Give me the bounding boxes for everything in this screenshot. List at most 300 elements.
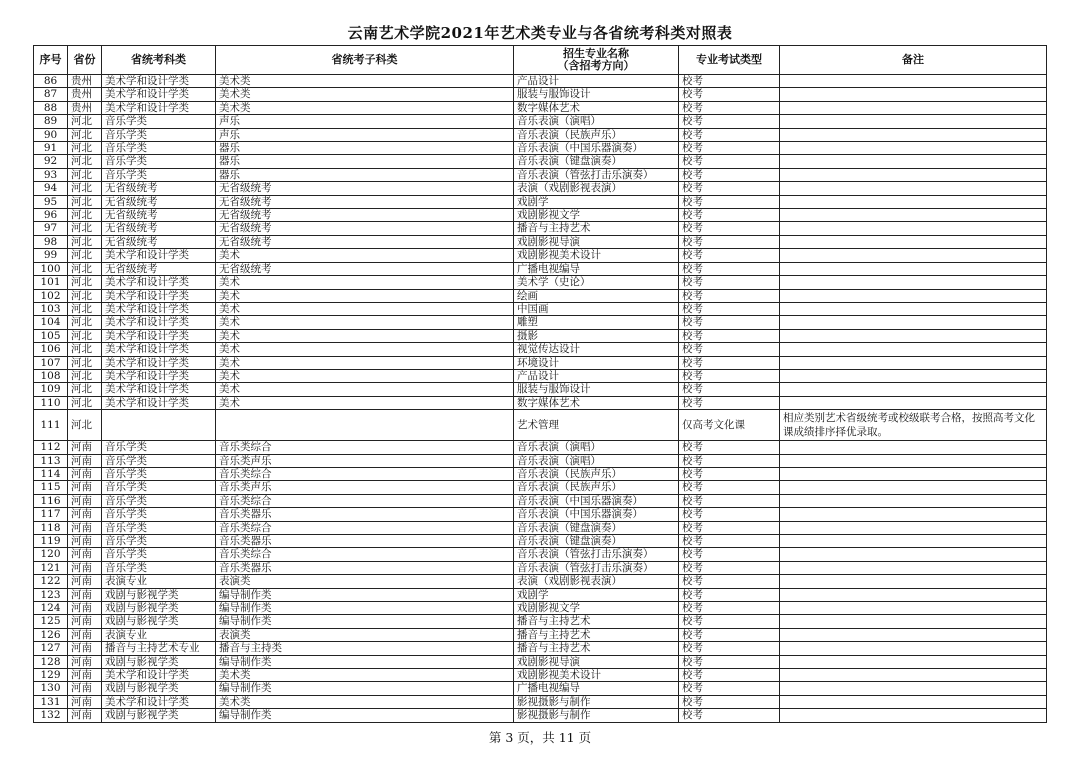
table-row (34, 508, 1047, 521)
row-index: 90 (34, 128, 68, 141)
table-row (34, 628, 1047, 641)
row-index: 111 (34, 410, 68, 441)
row-province: 河北 (68, 329, 102, 342)
row-exam-subcategory: 编导制作类 (216, 709, 514, 722)
row-major: 戏剧影视美术设计 (514, 669, 679, 682)
row-exam-subcategory: 音乐类综合 (216, 467, 514, 480)
row-exam-category: 美术学和设计学类 (102, 369, 216, 382)
row-exam-type: 校考 (679, 168, 780, 181)
table-row (34, 75, 1047, 88)
row-exam-subcategory: 音乐类综合 (216, 521, 514, 534)
row-notes (780, 441, 1047, 454)
table-row (34, 115, 1047, 128)
header-province: 省份 (68, 46, 102, 75)
row-province: 河南 (68, 561, 102, 574)
row-notes (780, 182, 1047, 195)
row-exam-category: 表演专业 (102, 628, 216, 641)
row-exam-type: 校考 (679, 128, 780, 141)
row-exam-subcategory: 无省级统考 (216, 209, 514, 222)
row-major: 产品设计 (514, 75, 679, 88)
row-exam-type: 校考 (679, 155, 780, 168)
row-exam-subcategory: 音乐类声乐 (216, 454, 514, 467)
row-exam-type: 校考 (679, 508, 780, 521)
row-exam-type: 校考 (679, 182, 780, 195)
row-notes (780, 222, 1047, 235)
row-province: 贵州 (68, 88, 102, 101)
row-exam-type: 校考 (679, 682, 780, 695)
row-province: 河北 (68, 396, 102, 409)
row-exam-category: 美术学和设计学类 (102, 356, 216, 369)
row-index: 126 (34, 628, 68, 641)
table-row (34, 383, 1047, 396)
table-row (34, 168, 1047, 181)
row-province: 河北 (68, 316, 102, 329)
row-notes (780, 602, 1047, 615)
table-row (34, 615, 1047, 628)
row-index: 122 (34, 575, 68, 588)
row-exam-type: 校考 (679, 588, 780, 601)
row-major: 环境设计 (514, 356, 679, 369)
row-notes (780, 642, 1047, 655)
row-major: 音乐表演（民族声乐） (514, 481, 679, 494)
row-index: 96 (34, 209, 68, 222)
row-exam-subcategory (216, 410, 514, 441)
table-row (34, 454, 1047, 467)
row-exam-subcategory: 器乐 (216, 155, 514, 168)
table-row (34, 195, 1047, 208)
row-exam-subcategory: 表演类 (216, 575, 514, 588)
row-exam-category: 音乐学类 (102, 548, 216, 561)
row-exam-subcategory: 无省级统考 (216, 235, 514, 248)
row-exam-subcategory: 美术 (216, 396, 514, 409)
row-exam-type: 校考 (679, 289, 780, 302)
row-notes (780, 88, 1047, 101)
table-row (34, 155, 1047, 168)
row-province: 河南 (68, 548, 102, 561)
row-exam-type: 校考 (679, 88, 780, 101)
row-exam-subcategory: 无省级统考 (216, 262, 514, 275)
row-index: 129 (34, 669, 68, 682)
row-exam-subcategory: 器乐 (216, 168, 514, 181)
row-exam-subcategory: 声乐 (216, 128, 514, 141)
row-major: 表演（戏剧影视表演） (514, 182, 679, 195)
row-notes (780, 343, 1047, 356)
row-province: 河北 (68, 142, 102, 155)
row-exam-subcategory: 美术 (216, 316, 514, 329)
row-notes (780, 155, 1047, 168)
row-province: 河南 (68, 508, 102, 521)
row-exam-category: 无省级统考 (102, 209, 216, 222)
row-major: 影视摄影与制作 (514, 709, 679, 722)
row-exam-category: 音乐学类 (102, 467, 216, 480)
row-exam-subcategory: 美术 (216, 329, 514, 342)
row-major: 播音与主持艺术 (514, 642, 679, 655)
row-province: 河南 (68, 467, 102, 480)
row-exam-subcategory: 编导制作类 (216, 588, 514, 601)
row-major: 美术学（史论） (514, 276, 679, 289)
row-province: 河北 (68, 235, 102, 248)
row-major: 表演（戏剧影视表演） (514, 575, 679, 588)
row-major: 音乐表演（键盘演奏） (514, 155, 679, 168)
row-index: 95 (34, 195, 68, 208)
row-major: 音乐表演（演唱） (514, 115, 679, 128)
row-exam-category: 美术学和设计学类 (102, 695, 216, 708)
row-notes (780, 615, 1047, 628)
row-exam-category: 表演专业 (102, 575, 216, 588)
row-index: 110 (34, 396, 68, 409)
row-province: 河北 (68, 356, 102, 369)
table-row (34, 369, 1047, 382)
row-notes (780, 75, 1047, 88)
row-province: 河南 (68, 602, 102, 615)
row-exam-subcategory: 美术 (216, 383, 514, 396)
row-notes (780, 356, 1047, 369)
row-major: 戏剧学 (514, 195, 679, 208)
table-row (34, 535, 1047, 548)
row-index: 121 (34, 561, 68, 574)
row-notes (780, 369, 1047, 382)
row-exam-subcategory: 美术 (216, 369, 514, 382)
row-exam-category: 无省级统考 (102, 235, 216, 248)
table-row (34, 669, 1047, 682)
header-notes: 备注 (780, 46, 1047, 75)
table-row (34, 467, 1047, 480)
row-notes (780, 115, 1047, 128)
table-row (34, 695, 1047, 708)
row-major: 戏剧学 (514, 588, 679, 601)
row-notes (780, 195, 1047, 208)
row-exam-category: 美术学和设计学类 (102, 302, 216, 315)
row-exam-type: 校考 (679, 195, 780, 208)
table-row (34, 410, 1047, 441)
row-index: 116 (34, 494, 68, 507)
row-major: 绘画 (514, 289, 679, 302)
header-major: 招生专业名称 （含招考方向） (514, 46, 679, 75)
table-row (34, 575, 1047, 588)
row-index: 132 (34, 709, 68, 722)
row-major: 视觉传达设计 (514, 343, 679, 356)
row-notes (780, 467, 1047, 480)
row-index: 115 (34, 481, 68, 494)
row-exam-type: 校考 (679, 669, 780, 682)
row-exam-category: 音乐学类 (102, 454, 216, 467)
row-exam-subcategory: 音乐类综合 (216, 494, 514, 507)
row-index: 92 (34, 155, 68, 168)
table-row (34, 588, 1047, 601)
row-major: 服装与服饰设计 (514, 383, 679, 396)
row-notes (780, 669, 1047, 682)
row-exam-type: 校考 (679, 561, 780, 574)
row-exam-type: 校考 (679, 75, 780, 88)
row-index: 117 (34, 508, 68, 521)
table-row (34, 209, 1047, 222)
row-exam-subcategory: 无省级统考 (216, 195, 514, 208)
row-major: 中国画 (514, 302, 679, 315)
row-exam-category: 美术学和设计学类 (102, 289, 216, 302)
row-notes (780, 535, 1047, 548)
row-province: 河南 (68, 695, 102, 708)
row-exam-type: 校考 (679, 302, 780, 315)
row-index: 93 (34, 168, 68, 181)
row-exam-subcategory: 美术 (216, 276, 514, 289)
row-notes (780, 101, 1047, 114)
row-province: 河南 (68, 454, 102, 467)
row-exam-subcategory: 美术 (216, 302, 514, 315)
row-exam-category: 音乐学类 (102, 142, 216, 155)
table-row (34, 521, 1047, 534)
row-exam-category: 美术学和设计学类 (102, 88, 216, 101)
row-exam-category (102, 410, 216, 441)
row-notes (780, 276, 1047, 289)
row-province: 河南 (68, 588, 102, 601)
row-exam-subcategory: 编导制作类 (216, 655, 514, 668)
table-row (34, 682, 1047, 695)
row-major: 音乐表演（键盘演奏） (514, 521, 679, 534)
row-exam-subcategory: 编导制作类 (216, 602, 514, 615)
table-row (34, 235, 1047, 248)
table-row (34, 302, 1047, 315)
row-index: 124 (34, 602, 68, 615)
row-notes (780, 383, 1047, 396)
row-province: 河北 (68, 343, 102, 356)
row-major: 音乐表演（演唱） (514, 454, 679, 467)
row-province: 河南 (68, 655, 102, 668)
row-exam-type: 校考 (679, 454, 780, 467)
header-exam-category: 省统考科类 (102, 46, 216, 75)
row-notes (780, 682, 1047, 695)
header-index: 序号 (34, 46, 68, 75)
row-exam-type: 校考 (679, 602, 780, 615)
row-notes (780, 575, 1047, 588)
row-index: 114 (34, 467, 68, 480)
row-province: 河北 (68, 168, 102, 181)
row-notes (780, 454, 1047, 467)
row-exam-subcategory: 美术类 (216, 75, 514, 88)
row-major: 音乐表演（演唱） (514, 441, 679, 454)
row-exam-type: 校考 (679, 521, 780, 534)
row-index: 89 (34, 115, 68, 128)
row-exam-type: 校考 (679, 101, 780, 114)
row-exam-type: 校考 (679, 709, 780, 722)
row-major: 音乐表演（中国乐器演奏） (514, 508, 679, 521)
row-index: 131 (34, 695, 68, 708)
row-exam-type: 校考 (679, 695, 780, 708)
row-major: 广播电视编导 (514, 682, 679, 695)
row-index: 97 (34, 222, 68, 235)
table-row (34, 101, 1047, 114)
table-row (34, 602, 1047, 615)
row-exam-subcategory: 音乐类器乐 (216, 535, 514, 548)
table-row (34, 642, 1047, 655)
row-exam-category: 音乐学类 (102, 535, 216, 548)
row-notes (780, 209, 1047, 222)
row-exam-category: 美术学和设计学类 (102, 329, 216, 342)
row-exam-type: 校考 (679, 209, 780, 222)
row-exam-subcategory: 音乐类器乐 (216, 561, 514, 574)
row-province: 河北 (68, 262, 102, 275)
row-exam-category: 美术学和设计学类 (102, 343, 216, 356)
row-province: 贵州 (68, 75, 102, 88)
row-exam-type: 校考 (679, 467, 780, 480)
row-notes (780, 588, 1047, 601)
row-notes (780, 521, 1047, 534)
document-title: 云南艺术学院2021年艺术类专业与各省统考科类对照表 (347, 24, 733, 42)
row-index: 99 (34, 249, 68, 262)
row-province: 河北 (68, 369, 102, 382)
row-major: 播音与主持艺术 (514, 222, 679, 235)
table-row (34, 548, 1047, 561)
row-province: 贵州 (68, 101, 102, 114)
row-exam-subcategory: 无省级统考 (216, 222, 514, 235)
row-exam-category: 音乐学类 (102, 494, 216, 507)
row-index: 112 (34, 441, 68, 454)
table-row (34, 128, 1047, 141)
table-row (34, 182, 1047, 195)
row-province: 河南 (68, 494, 102, 507)
table-row (34, 494, 1047, 507)
row-index: 107 (34, 356, 68, 369)
row-exam-category: 音乐学类 (102, 508, 216, 521)
row-province: 河南 (68, 575, 102, 588)
row-notes (780, 289, 1047, 302)
row-notes (780, 142, 1047, 155)
row-exam-subcategory: 音乐类综合 (216, 441, 514, 454)
row-exam-type: 校考 (679, 548, 780, 561)
row-major: 播音与主持艺术 (514, 628, 679, 641)
header-exam-type: 专业考试类型 (679, 46, 780, 75)
row-province: 河北 (68, 383, 102, 396)
row-exam-subcategory: 美术 (216, 343, 514, 356)
row-major: 戏剧影视文学 (514, 209, 679, 222)
row-index: 123 (34, 588, 68, 601)
row-notes (780, 128, 1047, 141)
row-index: 100 (34, 262, 68, 275)
row-major: 音乐表演（民族声乐） (514, 128, 679, 141)
row-exam-type: 校考 (679, 615, 780, 628)
row-province: 河南 (68, 535, 102, 548)
row-index: 87 (34, 88, 68, 101)
header-exam-subcategory: 省统考子科类 (216, 46, 514, 75)
row-exam-subcategory: 编导制作类 (216, 682, 514, 695)
comparison-table (33, 45, 1047, 723)
row-major: 音乐表演（键盘演奏） (514, 535, 679, 548)
table-row (34, 276, 1047, 289)
row-index: 125 (34, 615, 68, 628)
row-exam-subcategory: 音乐类声乐 (216, 481, 514, 494)
row-exam-subcategory: 表演类 (216, 628, 514, 641)
row-major: 音乐表演（民族声乐） (514, 467, 679, 480)
row-index: 118 (34, 521, 68, 534)
row-major: 数字媒体艺术 (514, 396, 679, 409)
row-province: 河南 (68, 669, 102, 682)
row-notes (780, 262, 1047, 275)
page-footer: 第 3 页，共 11 页 (488, 730, 592, 745)
row-index: 101 (34, 276, 68, 289)
table-row (34, 709, 1047, 722)
row-index: 102 (34, 289, 68, 302)
row-index: 120 (34, 548, 68, 561)
row-exam-subcategory: 美术 (216, 249, 514, 262)
row-exam-category: 戏剧与影视学类 (102, 682, 216, 695)
row-province: 河南 (68, 682, 102, 695)
table-row (34, 262, 1047, 275)
row-major: 音乐表演（管弦打击乐演奏） (514, 548, 679, 561)
row-major: 音乐表演（中国乐器演奏） (514, 142, 679, 155)
row-major: 戏剧影视文学 (514, 602, 679, 615)
row-notes (780, 249, 1047, 262)
row-exam-type: 校考 (679, 383, 780, 396)
row-exam-category: 美术学和设计学类 (102, 316, 216, 329)
row-exam-category: 美术学和设计学类 (102, 396, 216, 409)
row-exam-category: 音乐学类 (102, 561, 216, 574)
table-body (34, 75, 1047, 723)
row-major: 戏剧影视美术设计 (514, 249, 679, 262)
row-major: 雕塑 (514, 316, 679, 329)
row-exam-type: 校考 (679, 441, 780, 454)
row-notes (780, 548, 1047, 561)
row-province: 河北 (68, 302, 102, 315)
row-exam-type: 校考 (679, 115, 780, 128)
row-exam-subcategory: 美术类 (216, 695, 514, 708)
row-exam-type: 校考 (679, 262, 780, 275)
row-exam-category: 音乐学类 (102, 155, 216, 168)
row-index: 106 (34, 343, 68, 356)
row-major: 戏剧影视导演 (514, 235, 679, 248)
row-index: 104 (34, 316, 68, 329)
row-province: 河北 (68, 209, 102, 222)
row-notes (780, 168, 1047, 181)
row-major: 音乐表演（管弦打击乐演奏） (514, 168, 679, 181)
row-major: 摄影 (514, 329, 679, 342)
row-exam-subcategory: 美术 (216, 289, 514, 302)
row-province: 河北 (68, 128, 102, 141)
row-notes (780, 628, 1047, 641)
row-notes (780, 508, 1047, 521)
table-row (34, 142, 1047, 155)
row-index: 88 (34, 101, 68, 114)
row-index: 91 (34, 142, 68, 155)
row-exam-type: 校考 (679, 481, 780, 494)
row-index: 113 (34, 454, 68, 467)
row-exam-category: 无省级统考 (102, 195, 216, 208)
row-province: 河北 (68, 115, 102, 128)
row-exam-subcategory: 无省级统考 (216, 182, 514, 195)
row-province: 河南 (68, 709, 102, 722)
row-index: 94 (34, 182, 68, 195)
row-major: 产品设计 (514, 369, 679, 382)
row-exam-category: 无省级统考 (102, 262, 216, 275)
row-notes (780, 709, 1047, 722)
row-notes (780, 481, 1047, 494)
row-major: 艺术管理 (514, 410, 679, 441)
row-exam-category: 音乐学类 (102, 168, 216, 181)
row-exam-type: 校考 (679, 142, 780, 155)
row-exam-category: 播音与主持艺术专业 (102, 642, 216, 655)
row-exam-category: 戏剧与影视学类 (102, 588, 216, 601)
row-notes: 相应类别艺术省级统考或校级联考合格，按照高考文化课成绩排序择优录取。 (780, 410, 1047, 441)
row-exam-category: 音乐学类 (102, 521, 216, 534)
row-index: 105 (34, 329, 68, 342)
row-notes (780, 235, 1047, 248)
row-province: 河北 (68, 182, 102, 195)
row-exam-category: 美术学和设计学类 (102, 383, 216, 396)
row-notes (780, 316, 1047, 329)
row-province: 河北 (68, 289, 102, 302)
row-index: 98 (34, 235, 68, 248)
table-row (34, 222, 1047, 235)
row-exam-type: 校考 (679, 396, 780, 409)
row-province: 河北 (68, 222, 102, 235)
